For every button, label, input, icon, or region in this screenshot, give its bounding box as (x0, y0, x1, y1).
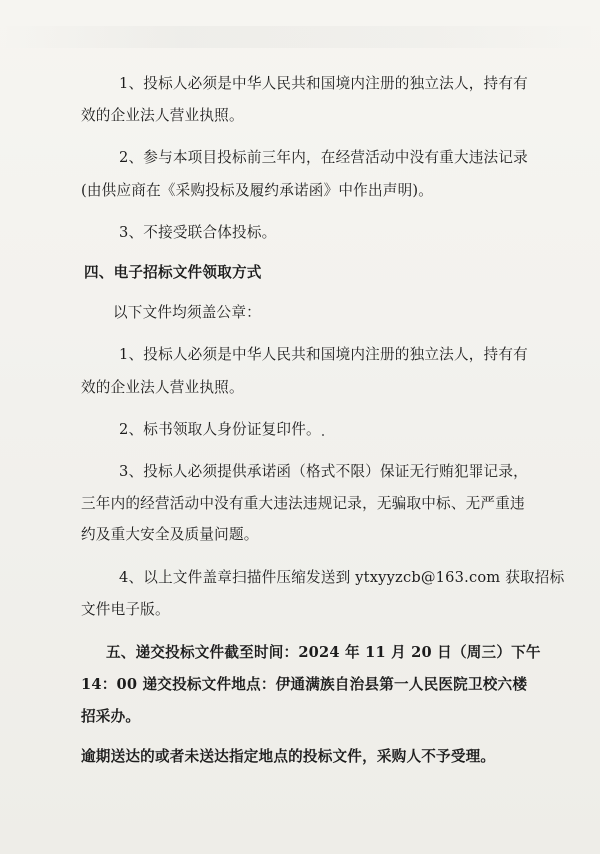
document-item-3-line-3: 约及重大安全及质量问题。 (81, 526, 259, 543)
section-5-line-3: 招采办。 (81, 708, 141, 725)
qualification-item-3: 3、不接受联合体投标。 (119, 224, 277, 241)
qualification-item-2-line-1: 2、参与本项目投标前三年内，在经营活动中没有重大违法记录 (119, 149, 528, 166)
document-item-4-line-1: 4、以上文件盖章扫描件压缩发送到 ytxyyzcb@163.com 获取招标 (119, 569, 565, 586)
scan-speck (322, 434, 324, 436)
qualification-item-2-line-2: (由供应商在《采购投标及履约承诺函》中作出声明)。 (81, 182, 434, 199)
qualification-item-1-line-2: 效的企业法人营业执照。 (81, 107, 244, 124)
qualification-item-1-line-1: 1、投标人必须是中华人民共和国境内注册的独立法人，持有有 (119, 75, 528, 92)
late-submission-notice: 逾期送达的或者未送达指定地点的投标文件，采购人不予受理。 (81, 748, 496, 765)
stamp-requirement: 以下文件均须盖公章： (113, 304, 261, 321)
document-item-2: 2、标书领取人身份证复印件。 (119, 421, 321, 438)
document-item-1-line-2: 效的企业法人营业执照。 (81, 379, 244, 396)
section-5-line-1: 五、递交投标文件截至时间：2024 年 11 月 20 日（周三）下午 (106, 644, 541, 661)
scan-smudge (0, 26, 600, 48)
document-item-1-line-1: 1、投标人必须是中华人民共和国境内注册的独立法人，持有有 (119, 346, 528, 363)
document-item-3-line-1: 3、投标人必须提供承诺函（格式不限）保证无行贿犯罪记录， (119, 463, 528, 480)
section-5-line-2: 14：00 递交投标文件地点：伊通满族自治县第一人民医院卫校六楼 (81, 676, 528, 693)
document-item-3-line-2: 三年内的经营活动中没有重大违法违规记录，无骗取中标、无严重违 (81, 495, 525, 512)
section-4-heading: 四、电子招标文件领取方式 (84, 264, 262, 281)
document-item-4-line-2: 文件电子版。 (81, 601, 170, 618)
